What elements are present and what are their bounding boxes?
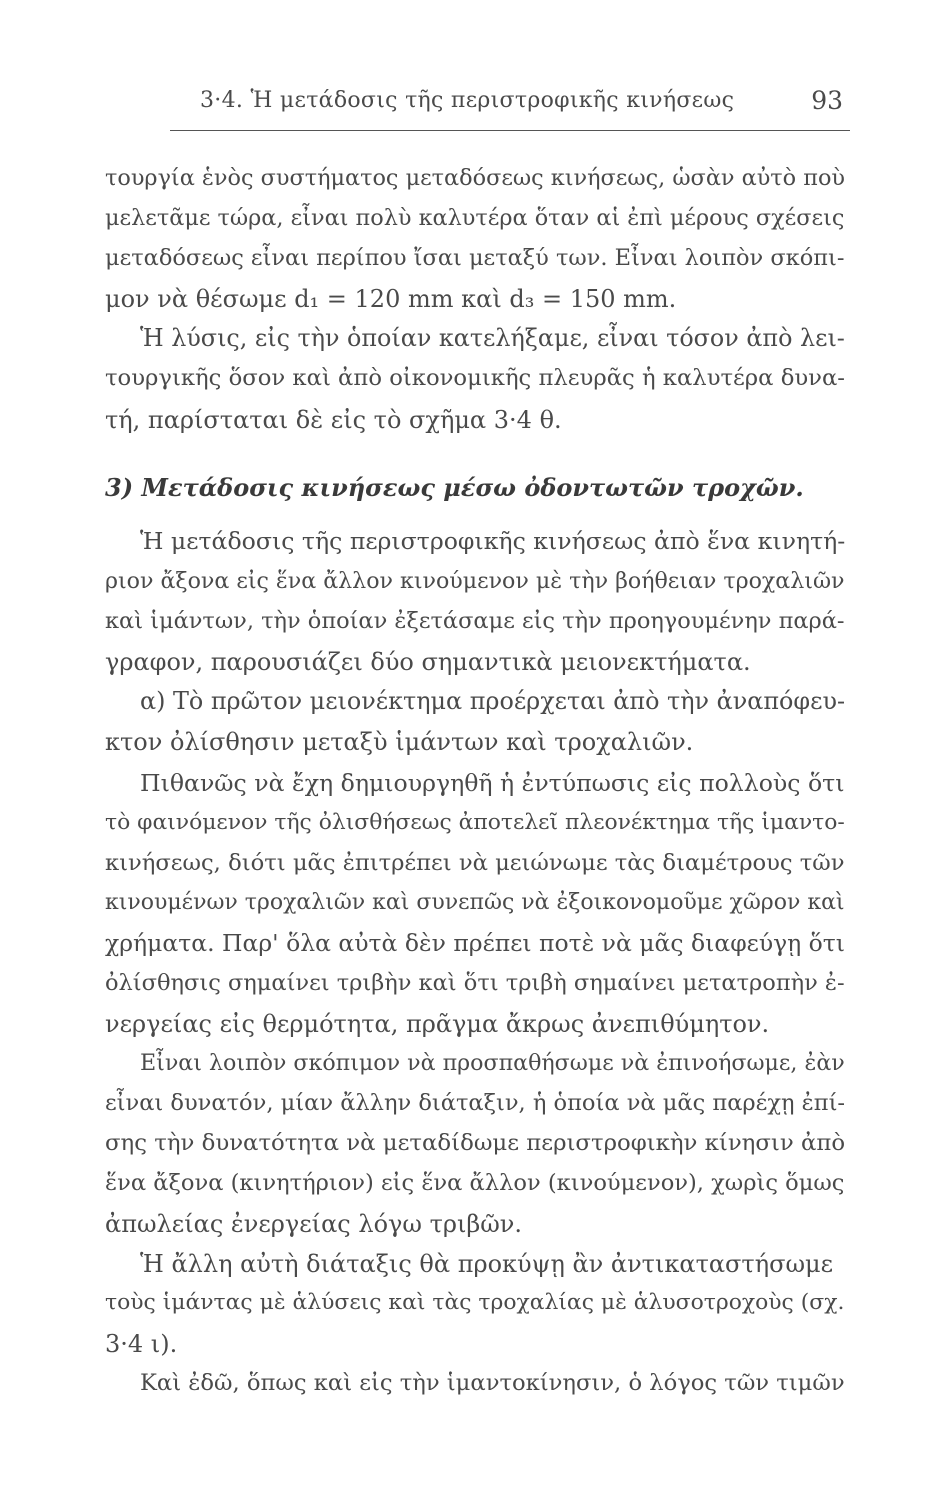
text-line: μεταδόσεως εἶναι περίπου ἴσαι μεταξύ των. Εἶναι λοιπὸν σκόπι- [105,245,845,271]
text-line: εἶναι δυνατόν, μίαν ἄλλην διάταξιν, ἡ ὁποία νὰ μᾶς παρέχῃ ἐπί- [105,1090,846,1116]
text-line: τή, παρίσταται δὲ εἰς τὸ σχῆμα 3·4 θ. [105,406,562,434]
text-line: ἀπωλείας ἐνεργείας λόγω τριβῶν. [105,1210,523,1238]
text-line: κτον ὀλίσθησιν μεταξὺ ἱμάντων καὶ τροχαλιῶν. [105,728,694,756]
text-line: Εἶναι λοιπὸν σκόπιμον νὰ προσπαθήσωμε νὰ ἐπινοήσωμε, ἐὰν [140,1050,845,1076]
text-line: α) Τὸ πρῶτον μειονέκτημα προέρχεται ἀπὸ τὴν ἀναπόφευ- [140,687,846,715]
text-line: τουργικῆς ὅσον καὶ ἀπὸ οἰκονομικῆς πλευρᾶς ἡ καλυτέρα δυνα- [105,365,845,391]
text-line: ριον ἄξονα εἰς ἕνα ἄλλον κινούμενον μὲ τὴν βοήθειαν τροχαλιῶν [105,568,845,594]
text-line: τουργία ἑνὸς συστήματος μεταδόσεως κινήσεως, ὡσὰν αὐτὸ ποὺ [105,165,845,191]
text-line: κινουμένων τροχαλιῶν καὶ συνεπῶς νὰ ἐξοικονομοῦμε χῶρον καὶ [105,890,845,915]
text-line: Ἡ μετάδοσις τῆς περιστροφικῆς κινήσεως ἀπὸ ἕνα κινητή- [140,527,846,555]
text-line: σης τὴν δυνατότητα νὰ μεταδίδωμε περιστροφικὴν κίνησιν ἀπὸ [105,1130,846,1156]
text-line: χρήματα. Παρ' ὅλα αὐτὰ δὲν πρέπει ποτὲ νὰ μᾶς διαφεύγῃ ὅτι [105,929,846,957]
text-line: Ἡ λύσις, εἰς τὴν ὁποίαν κατελήξαμε, εἶναι τόσον ἀπὸ λει- [140,324,845,352]
text-line: ὀλίσθησις σημαίνει τριβὴν καὶ ὅτι τριβὴ σημαίνει μετατροπὴν ἐ- [105,970,845,996]
text-line: Ἡ ἄλλη αὐτὴ διάταξις θὰ προκύψῃ ἂν ἀντικαταστήσωμε [140,1250,834,1278]
text-line: μελετᾶμε τώρα, εἶναι πολὺ καλυτέρα ὅταν αἱ ἐπὶ μέρους σχέσεις [105,205,845,231]
page-number: 93 [811,86,843,115]
text-line: καὶ ἱμάντων, τὴν ὁποίαν ἐξετάσαμε εἰς τὴν προηγουμένην παρά- [105,608,845,634]
text-line: μον νὰ θέσωμε d₁ = 120 mm καὶ d₃ = 150 mm. [105,285,677,313]
header-rule [170,130,850,131]
section-heading: 3) Μετάδοσις κινήσεως μέσω ὀδοντωτῶν τροχῶν. [105,473,804,502]
header-title: 3·4. Ἡ μετάδοσις τῆς περιστροφικῆς κινήσεως [200,88,735,113]
text-line: κινήσεως, διότι μᾶς ἐπιτρέπει νὰ μειώνωμε τὰς διαμέτρους τῶν [105,850,845,876]
text-line: γραφον, παρουσιάζει δύο σημαντικὰ μειονεκτήματα. [105,648,751,676]
text-line: ἕνα ἄξονα (κινητήριον) εἰς ἕνα ἄλλον (κινούμενον), χωρὶς ὅμως [105,1170,845,1196]
text-line: Καὶ ἐδῶ, ὅπως καὶ εἰς τὴν ἱμαντοκίνησιν, ὁ λόγος τῶν τιμῶν [140,1370,845,1396]
text-line: Πιθανῶς νὰ ἔχη δημιουργηθῆ ἡ ἐντύπωσις εἰς πολλοὺς ὅτι [140,769,845,797]
text-line: 3·4 ι). [105,1330,178,1358]
text-line: νεργείας εἰς θερμότητα, πρᾶγμα ἄκρως ἀνεπιθύμητον. [105,1010,770,1038]
text-line: τοὺς ἱμάντας μὲ ἁλύσεις καὶ τὰς τροχαλίας μὲ ἁλυσοτροχοὺς (σχ. [105,1290,845,1315]
running-header [200,88,845,128]
text-line: τὸ φαινόμενον τῆς ὀλισθήσεως ἀποτελεῖ πλεονέκτημα τῆς ἱμαντο- [105,810,845,835]
